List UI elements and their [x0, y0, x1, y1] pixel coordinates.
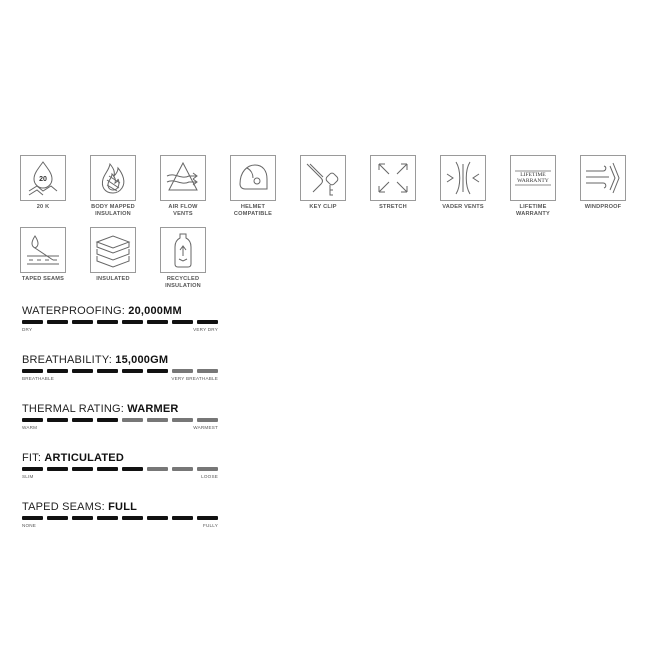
rating-value: FULL: [108, 501, 138, 513]
feature-taped-seams: [20, 227, 90, 290]
feature-insulated: [90, 227, 160, 290]
rating-segment-filled: [122, 467, 143, 471]
taped-seams-icon: [23, 230, 63, 270]
feature-icons-row-2: [20, 227, 230, 290]
feature-label: LIFETIME WARRANTY: [516, 204, 550, 217]
feature-box: [510, 155, 556, 201]
rating-max-label: WARMEST: [193, 425, 218, 430]
helmet-icon: [233, 158, 273, 198]
rating-name: TAPED SEAMS:: [22, 501, 109, 513]
rating-segment-filled: [97, 516, 118, 520]
rating-taped-seams: [22, 501, 218, 528]
feature-badge: 20: [39, 176, 47, 183]
rating-segment-filled: [122, 320, 143, 324]
warranty-badge-text: LIFETIME WARRANTY: [517, 171, 549, 185]
rating-segment-filled: [147, 320, 168, 324]
rating-bar: [22, 467, 218, 471]
rating-segment-filled: [122, 369, 143, 373]
rating-segment-filled: [197, 516, 218, 520]
rating-min-label: BREATHABLE: [22, 376, 55, 381]
rating-value: 15,000GM: [115, 354, 169, 366]
layers-icon: [93, 230, 133, 270]
rating-segment-filled: [47, 320, 68, 324]
rating-bar: [22, 418, 218, 422]
rating-segment-filled: [47, 516, 68, 520]
feature-label: HELMET COMPATIBLE: [233, 204, 273, 217]
feature-box: [90, 155, 136, 201]
feature-box: [160, 227, 206, 273]
rating-value: 20,000MM: [128, 305, 182, 317]
rating-segment-empty: [172, 418, 193, 422]
rating-title: [22, 403, 218, 415]
rating-scale: [22, 425, 218, 430]
feature-box: [20, 155, 66, 201]
rating-max-label: VERY BREATHABLE: [171, 376, 218, 381]
stretch-arrows-icon: [373, 158, 413, 198]
waterproof-drop-icon: [23, 158, 63, 198]
rating-name: BREATHABILITY:: [22, 354, 116, 366]
feature-body-mapped-insulation: [90, 155, 160, 218]
rating-scale: [22, 327, 218, 332]
rating-bar: [22, 320, 218, 324]
rating-title: [22, 501, 218, 513]
feature-20k: [20, 155, 90, 218]
rating-fit: [22, 452, 218, 479]
rating-segment-filled: [122, 516, 143, 520]
wind-icon: [583, 158, 623, 198]
feature-label: TAPED SEAMS: [21, 276, 65, 282]
rating-segment-filled: [97, 369, 118, 373]
rating-segment-empty: [197, 418, 218, 422]
feature-box: [580, 155, 626, 201]
rating-bar: [22, 369, 218, 373]
rating-segment-filled: [172, 516, 193, 520]
airflow-triangle-icon: [163, 158, 203, 198]
feature-vader-vents: [440, 155, 510, 218]
feature-label: VADER VENTS: [442, 204, 484, 210]
rating-segment-filled: [97, 467, 118, 471]
rating-scale: [22, 474, 218, 479]
rating-max-label: LOOSE: [201, 474, 218, 479]
rating-segment-empty: [147, 418, 168, 422]
rating-min-label: SLIM: [22, 474, 34, 479]
feature-label: RECYCLED INSULATION: [165, 276, 201, 289]
rating-segment-filled: [72, 320, 93, 324]
rating-value: ARTICULATED: [44, 452, 124, 464]
rating-segment-filled: [22, 418, 43, 422]
rating-segment-filled: [22, 320, 43, 324]
rating-segment-filled: [47, 467, 68, 471]
rating-name: THERMAL RATING:: [22, 403, 128, 415]
rating-segment-filled: [72, 418, 93, 422]
feature-label: KEY CLIP: [309, 204, 337, 210]
feature-label: INSULATED: [96, 276, 130, 282]
rating-segment-empty: [172, 467, 193, 471]
rating-segment-filled: [47, 369, 68, 373]
warranty-icon: [513, 158, 553, 198]
rating-segment-filled: [22, 516, 43, 520]
feature-icons-row-1: [20, 155, 650, 218]
flame-icon: [93, 158, 133, 198]
rating-breathability: [22, 354, 218, 381]
feature-box: [300, 155, 346, 201]
rating-min-label: DRY: [22, 327, 33, 332]
rating-segment-filled: [22, 369, 43, 373]
rating-segment-empty: [147, 467, 168, 471]
rating-scale: [22, 523, 218, 528]
rating-max-label: FULLY: [203, 523, 218, 528]
rating-title: [22, 305, 218, 317]
rating-min-label: WARM: [22, 425, 38, 430]
feature-helmet-compatible: [230, 155, 300, 218]
rating-segment-filled: [47, 418, 68, 422]
rating-segment-filled: [172, 320, 193, 324]
vader-vents-icon: [443, 158, 483, 198]
feature-box: [440, 155, 486, 201]
rating-name: FIT:: [22, 452, 45, 464]
key-icon: [303, 158, 343, 198]
feature-box: [90, 227, 136, 273]
rating-scale: [22, 376, 218, 381]
rating-title: [22, 452, 218, 464]
rating-segment-empty: [122, 418, 143, 422]
rating-segment-filled: [147, 516, 168, 520]
rating-segment-filled: [97, 320, 118, 324]
recycle-bottle-icon: [163, 230, 203, 270]
rating-max-label: VERY DRY: [193, 327, 218, 332]
feature-box: [370, 155, 416, 201]
rating-segment-filled: [72, 369, 93, 373]
feature-label: BODY MAPPED INSULATION: [91, 204, 135, 217]
feature-recycled-insulation: [160, 227, 230, 290]
feature-lifetime-warranty: [510, 155, 580, 218]
rating-segment-filled: [72, 516, 93, 520]
feature-key-clip: [300, 155, 370, 218]
rating-min-label: NONE: [22, 523, 37, 528]
rating-segment-filled: [72, 467, 93, 471]
feature-label: AIR FLOW VENTS: [168, 204, 198, 217]
rating-waterproofing: [22, 305, 218, 332]
feature-label: 20 K: [36, 204, 50, 210]
rating-segment-empty: [197, 467, 218, 471]
rating-segment-filled: [197, 320, 218, 324]
rating-segment-empty: [172, 369, 193, 373]
rating-segment-filled: [147, 369, 168, 373]
feature-label: STRETCH: [379, 204, 407, 210]
feature-stretch: [370, 155, 440, 218]
feature-box: [20, 227, 66, 273]
feature-windproof: [580, 155, 650, 218]
rating-title: [22, 354, 218, 366]
rating-bar: [22, 516, 218, 520]
rating-thermal: [22, 403, 218, 430]
feature-label: WINDPROOF: [584, 204, 622, 210]
rating-name: WATERPROOFING:: [22, 305, 129, 317]
feature-box: [230, 155, 276, 201]
feature-box: [160, 155, 206, 201]
feature-air-flow-vents: [160, 155, 230, 218]
rating-segment-empty: [197, 369, 218, 373]
rating-value: WARMER: [127, 403, 179, 415]
rating-segment-filled: [22, 467, 43, 471]
rating-segment-filled: [97, 418, 118, 422]
